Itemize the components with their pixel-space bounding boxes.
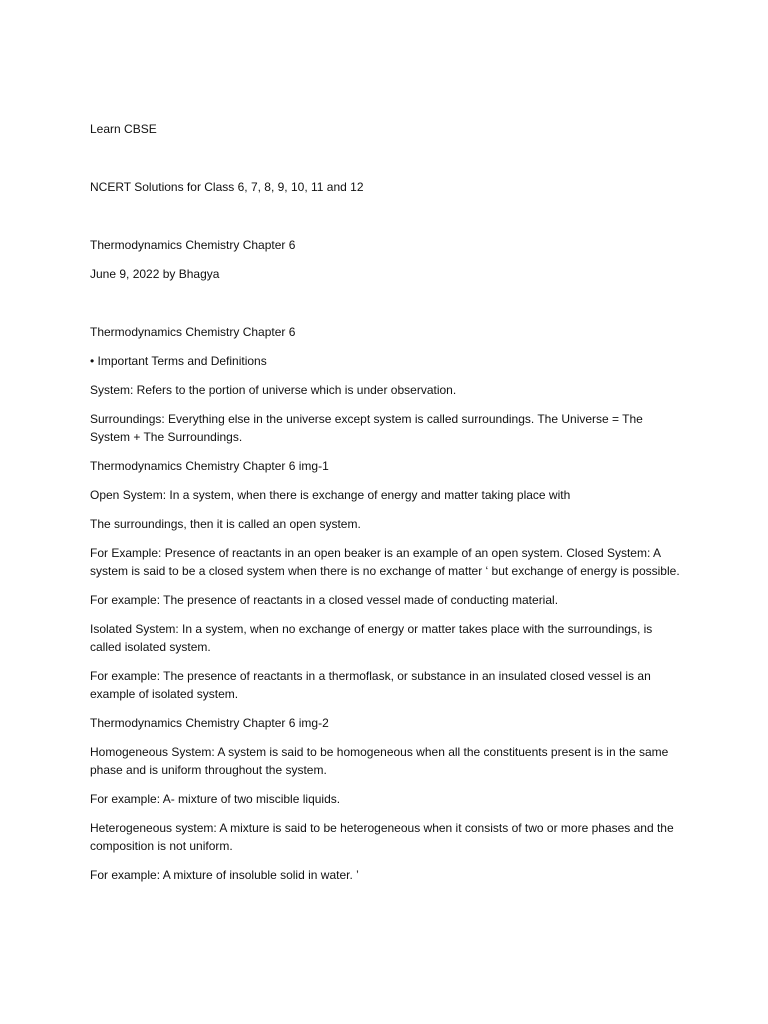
paragraph-example-open: For Example: Presence of reactants in an open beaker is an example of an open system. Closed System: A system is said to be a closed system when there is no exchange of matter ‘ but exchange of energy is possible. [90,546,680,578]
document-page [90,120,680,895]
paragraph-open-system-cont: The surroundings, then it is called an open system. [90,517,361,531]
image-caption-2: Thermodynamics Chemistry Chapter 6 img-2 [90,716,329,730]
image-caption-1: Thermodynamics Chemistry Chapter 6 img-1 [90,459,329,473]
paragraph-heterogeneous: Heterogeneous system: A mixture is said to be heterogeneous when it consists of two or more phases and the composition is not uniform. [90,821,674,853]
paragraph-surroundings: Surroundings: Everything else in the universe except system is called surroundings. The Universe = The System + The Surroundings. [90,412,643,444]
paragraph-example-heterogeneous: For example: A mixture of insoluble solid in water. ’ [90,868,359,882]
paragraph-homogeneous: Homogeneous System: A system is said to be homogeneous when all the constituents present is in the same phase and is uniform throughout the system. [90,745,669,777]
bullet-heading: • Important Terms and Definitions [90,354,267,368]
section-heading: Thermodynamics Chemistry Chapter 6 [90,325,296,339]
paragraph-open-system: Open System: In a system, when there is exchange of energy and matter taking place with [90,488,571,502]
paragraph-example-homogeneous: For example: A- mixture of two miscible liquids. [90,792,341,806]
paragraph-example-isolated: For example: The presence of reactants in a thermoflask, or substance in an insulated closed vessel is an example of isolated system. [90,669,651,701]
paragraph-isolated-system: Isolated System: In a system, when no exchange of energy or matter takes place with the surroundings, is called isolated system. [90,622,653,654]
post-title: Thermodynamics Chemistry Chapter 6 [90,238,296,252]
paragraph-example-closed: For example: The presence of reactants in a closed vessel made of conducting material. [90,593,559,607]
paragraph-system: System: Refers to the portion of universe which is under observation. [90,383,457,397]
site-title: Learn CBSE [90,122,157,136]
site-tagline: NCERT Solutions for Class 6, 7, 8, 9, 10, 11 and 12 [90,180,364,194]
post-meta: June 9, 2022 by Bhagya [90,267,220,281]
